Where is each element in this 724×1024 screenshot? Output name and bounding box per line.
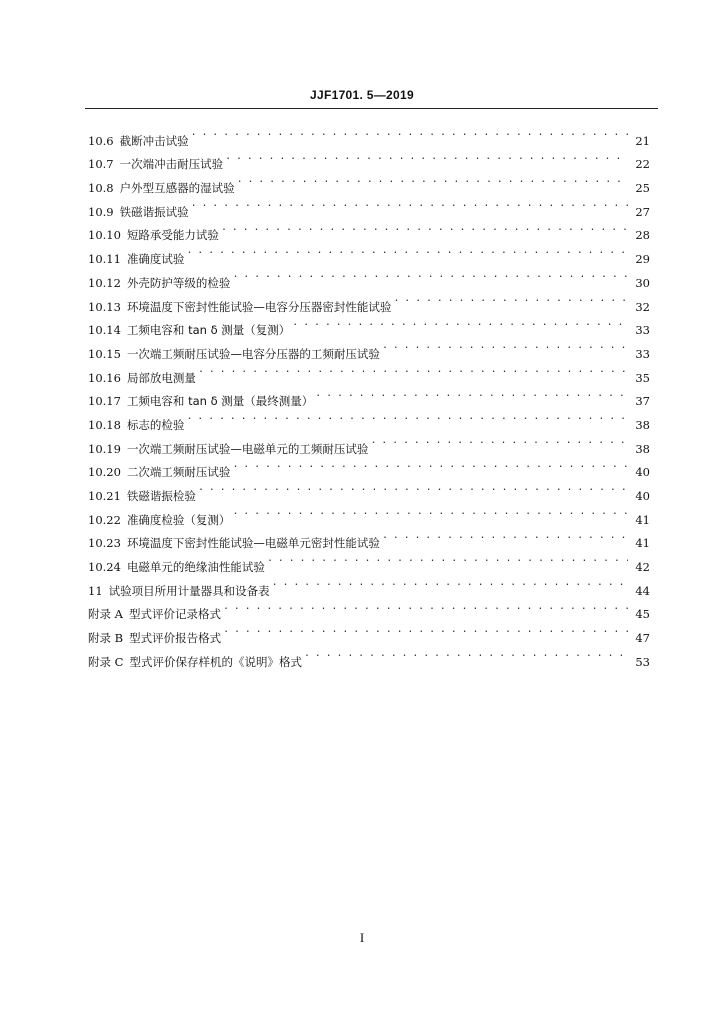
- toc-dot-leader: [186, 239, 628, 263]
- toc-entry-title: 局部放电测量: [126, 370, 196, 385]
- toc-dot-leader: [315, 382, 628, 406]
- toc-entry-number: 10.20: [88, 465, 121, 480]
- toc-entry-page: 35: [635, 370, 650, 385]
- toc-entry-number: 10.8: [88, 181, 114, 196]
- toc-entry-page: 41: [635, 512, 650, 527]
- toc-dot-leader: [198, 358, 628, 382]
- toc-entry-number: 10.13: [88, 299, 121, 314]
- toc-dot-leader: [232, 453, 628, 477]
- toc-entry-title: 铁磁谐振试验: [119, 204, 189, 219]
- toc-entry-title: 截断冲击试验: [119, 133, 189, 148]
- toc-entry-number: 10.9: [88, 204, 114, 219]
- toc-dot-leader: [393, 287, 628, 311]
- toc-entry-number: 10.11: [88, 252, 121, 267]
- toc-entry-number: 10.16: [88, 370, 121, 385]
- toc-entry-title: 铁磁谐振检验: [126, 489, 196, 503]
- toc-entry-title: 外壳防护等级的检验: [126, 275, 231, 290]
- toc-dot-leader: [267, 547, 628, 571]
- toc-entry-page: 47: [635, 631, 650, 646]
- toc-dot-leader: [232, 500, 628, 524]
- toc-entry-number: 10.14: [88, 323, 121, 338]
- toc-dot-leader: [191, 192, 628, 216]
- toc-entry-page: 40: [635, 489, 650, 503]
- toc-entry-title: 电磁单元的绝缘油性能试验: [126, 560, 265, 575]
- toc-entry-number: 10.15: [88, 346, 121, 361]
- toc-dot-leader: [272, 571, 628, 595]
- toc-dot-leader: [370, 429, 628, 453]
- toc-entry-number: 附录 A: [88, 607, 123, 622]
- toc-entry-number: 10.19: [88, 441, 121, 456]
- document-header: JJF1701. 5—2019: [310, 88, 414, 102]
- toc-entry-number: 10.23: [88, 536, 121, 551]
- toc-entry-title: 标志的检验: [126, 417, 185, 432]
- toc-dot-leader: [221, 216, 628, 240]
- toc-entry-page: 29: [635, 252, 650, 267]
- toc-entry-number: 10.22: [88, 512, 121, 527]
- toc-dot-leader: [225, 145, 628, 169]
- toc-entry-title: 型式评价报告格式: [129, 631, 222, 646]
- toc-dot-leader: [232, 263, 628, 287]
- toc-entry-number: 10.24: [88, 560, 121, 575]
- toc-dot-leader: [191, 121, 628, 145]
- toc-entry-page: 28: [635, 228, 650, 243]
- toc-entry-title: 一次端工频耐压试验—电磁单元的工频耐压试验: [126, 441, 369, 456]
- toc-entry-page: 44: [635, 583, 650, 598]
- toc-entry-number: 10.17: [88, 394, 121, 409]
- toc-entry-title: 准确度试验: [126, 252, 185, 267]
- table-of-contents: [88, 121, 650, 669]
- toc-entry-page: 40: [635, 465, 650, 480]
- toc-entry-page: 38: [635, 417, 650, 432]
- toc-entry-number: 11: [88, 583, 103, 598]
- toc-entry-page: 30: [635, 275, 650, 290]
- toc-entry-page: 25: [635, 181, 650, 196]
- toc-entry-page: 38: [635, 441, 650, 456]
- toc-entry[interactable]: [88, 121, 650, 148]
- toc-entry-number: 10.10: [88, 228, 121, 243]
- header-rule: [85, 108, 658, 109]
- toc-entry-title: 环境温度下密封性能试验—电容分压器密封性能试验: [126, 299, 392, 314]
- toc-entry-page: 33: [635, 346, 650, 361]
- page-number: I: [359, 930, 365, 945]
- toc-entry-number: 10.7: [88, 157, 114, 172]
- toc-entry-page: 45: [635, 607, 650, 622]
- toc-entry-title: 试验项目所用计量器具和设备表: [108, 583, 270, 598]
- toc-entry-page: 42: [635, 560, 650, 575]
- toc-entry-page: 32: [635, 299, 650, 314]
- toc-entry-page: 41: [635, 536, 650, 551]
- toc-dot-leader: [237, 168, 628, 192]
- toc-entry-number: 10.18: [88, 417, 121, 432]
- toc-dot-leader: [382, 524, 628, 548]
- toc-entry-page: 33: [635, 323, 650, 338]
- toc-entry-title: 户外型互感器的湿试验: [119, 181, 235, 196]
- toc-dot-leader: [382, 334, 628, 358]
- toc-entry-page: 27: [635, 204, 650, 219]
- toc-dot-leader: [292, 311, 628, 335]
- toc-dot-leader: [223, 618, 628, 642]
- toc-entry-page: 22: [635, 157, 650, 172]
- toc-entry-number: 10.21: [88, 489, 121, 503]
- toc-entry-title: 工频电容和 tan δ 测量（最终测量）: [126, 394, 314, 409]
- toc-entry-title: 准确度检验（复测）: [126, 512, 231, 527]
- toc-entry-title: 二次端工频耐压试验: [126, 465, 231, 480]
- toc-entry-page: 53: [635, 654, 650, 669]
- toc-entry-number: 附录 B: [88, 631, 124, 646]
- toc-dot-leader: [223, 595, 628, 619]
- toc-entry-title: 型式评价记录格式: [128, 607, 221, 622]
- toc-entry-title: 一次端工频耐压试验—电容分压器的工频耐压试验: [126, 346, 380, 361]
- toc-entry-page: 37: [635, 394, 650, 409]
- toc-entry-page: 21: [635, 133, 650, 148]
- toc-entry-title: 短路承受能力试验: [126, 228, 219, 243]
- toc-dot-leader: [198, 476, 628, 500]
- toc-entry-number: 10.6: [88, 133, 114, 148]
- toc-dot-leader: [186, 405, 628, 429]
- toc-dot-leader: [304, 642, 628, 666]
- toc-entry-title: 环境温度下密封性能试验—电磁单元密封性能试验: [126, 536, 380, 551]
- toc-entry-title: 型式评价保存样机的《说明》格式: [129, 654, 302, 669]
- toc-entry-number: 10.12: [88, 275, 121, 290]
- toc-entry-title: 工频电容和 tan δ 测量（复测）: [126, 323, 291, 338]
- toc-entry-number: 附录 C: [88, 654, 124, 669]
- toc-entry-title: 一次端冲击耐压试验: [119, 157, 224, 172]
